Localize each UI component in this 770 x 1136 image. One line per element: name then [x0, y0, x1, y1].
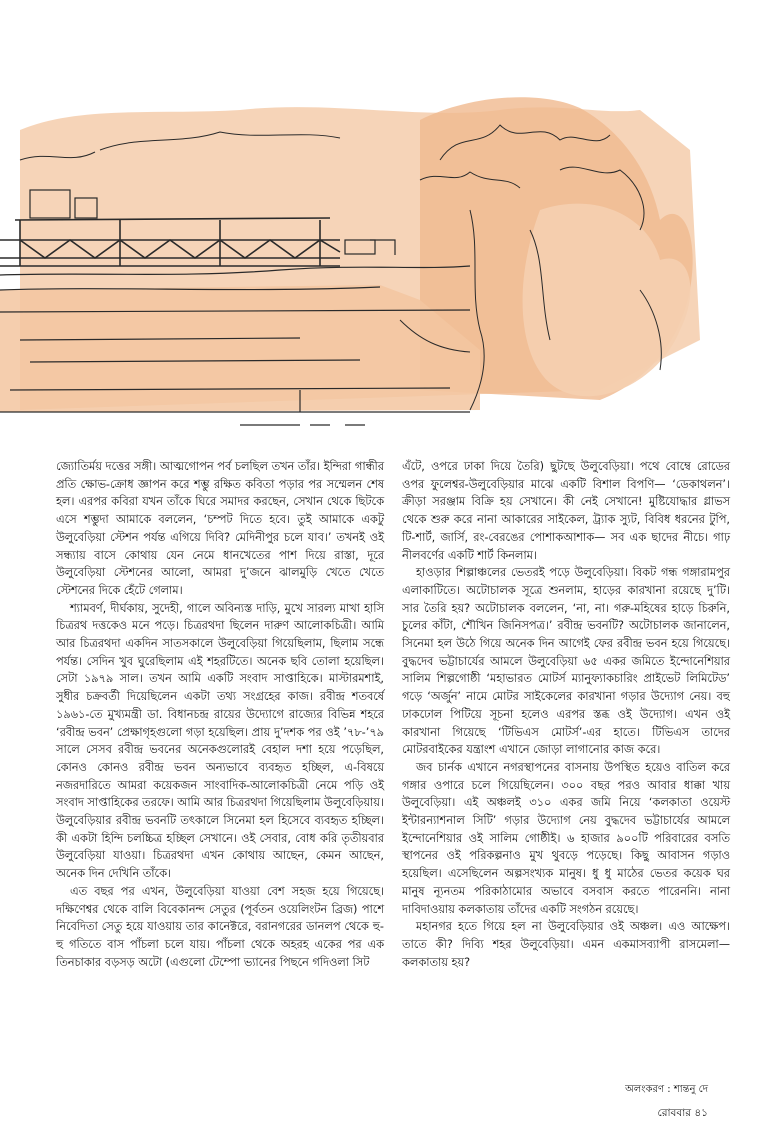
paragraph: হাওড়ার শিল্পাঞ্চলের ভেতরই পড়ে উলুবেড়িয়া। বিকট গন্ধ গঙ্গারামপুর এলাকাটিতে। অটোচালক সূত্রে শুনলাম, হাড়ের কারখানা রয়েছে দু’টি। সার তৈরি হয়? অটোচালক বললেন, ‘না, না। গরু-মহিষের হাড়ে চিরুনি, চুলের কাঁটা, শৌখিন জিনিসপত্র।’ রবীন্দ্র ভবনটি? অটোচালক জানালেন, সিনেমা হল উঠে গিয়ে অনেক দিন আগেই ফের রবীন্দ্র ভবন হয়ে গিয়েছে। বুদ্ধদেব ভট্টাচার্যের আমলে উলুবেড়িয়া ৬৫ একর জমিতে ইন্দোনেশিয়ার সালিম শিল্পগোষ্ঠী ‘মহাভারত মোটর্স ম্যানুফ্যাকচারিং প্রাইভেট লিমিটেড’ গড়ে ‘অর্জুন’ নামে মোটর সাইকেলের কারখানা গড়ার উদ্যোগ নেয়। বহু ঢাকঢোল পিটিয়ে সূচনা হলেও এরপর স্তব্ধ ওই উদ্যোগ। এখন ওই কারখানা গিয়েছে ‘টিভিএস মোটর্স’-এর হাতে। টিভিএস তাদের মোটরবাইকের যন্ত্রাংশ এখানে জোড়া লাগানোর কাজ করে।: [402, 566, 730, 757]
paragraph: জ্যোতির্ময় দত্তের সঙ্গী। আত্মগোপন পর্ব চলছিল তখন তাঁর। ইন্দিরা গান্ধীর প্রতি ক্ষোভ-ক্রোধ জ্ঞাপন করে শম্ভু রক্ষিত কবিতা পড়ার পর সম্মেলন শেষ হল। এরপর কবিরা যখন তাঁকে ঘিরে সমাদর করছেন, সেখান থেকে ছিটকে এসে শম্ভুদা আমাকে বললেন, ‘চম্পট দিতে হবে। তুই আমাকে একটু উলুবেড়িয়া স্টেশন পর্যন্ত এগিয়ে দিবি? মেদিনীপুর চলে যাব।’ তখনই ওই সন্ধ্যায় বাসে কোথায় যেন নেমে ধানখেতের পাশ দিয়ে রাস্তা, দূরে উলুবেড়িয়া স্টেশনের আলো, আমরা দু’জনে ঝালমুড়ি খেতে খেতে স্টেশনের দিকে হেঁটে গেলাম।: [56, 460, 384, 597]
page-folio: রোববার ৪১: [657, 1107, 708, 1119]
paragraph: শ্যামবর্ণ, দীর্ঘকায়, সুদেহী, গালে অবিন্যস্ত দাড়ি, মুখে সারল্য মাখা হাসি চিত্ররথ দত্তকেও মনে পড়ে। চিত্ররথদা ছিলেন দারুণ আলোকচিত্রী। আমি আর চিত্ররথদা একদিন সাতসকালে উলুবেড়িয়া গিয়েছিলাম, ছিলাম সন্ধে পর্যন্ত। সেদিন খুব ঘুরেছিলাম এই শহরটিতে। অনেক ছবি তোলা হয়েছিল। সেটা ১৯৭৯ সাল। তখন আমি একটি সংবাদ সাপ্তাহিকে। মাস্টারমশাই, সুধীর চক্রবর্তী দিয়েছিলেন একটা তথ্য সংগ্রহের কাজ। রবীন্দ্র শতবর্ষে ১৯৬১-তে মুখ্যমন্ত্রী ডা. বিধানচন্দ্র রায়ের উদ্যোগে রাজ্যের বিভিন্ন শহরে ‘রবীন্দ্র ভবন’ প্রেক্ষাগৃহগুলো গড়া হয়েছিল। প্রায় দু’দশক পর ওই ’৭৮-’৭৯ সালে সেসব রবীন্দ্র ভবনের অনেকগুলোরই বেহাল দশা হয়ে পড়েছিল, কোনও কোনও রবীন্দ্র ভবন অন্যভাবে ব্যবহৃত হচ্ছিল, এ-বিষয়ে নজরদারিতে আমরা কয়েকজন সাংবাদিক-আলোকচিত্রী নেমে পড়ি ওই সংবাদ সাপ্তাহিকের তরফে। আমি আর চিত্ররথদা গিয়েছিলাম উলুবেড়িয়ায়। উলুবেড়িয়ার রবীন্দ্র ভবনটি তৎকালে সিনেমা হল হিসেবে ব্যবহৃত হচ্ছিল। কী একটা হিন্দি চলচ্চিত্র হচ্ছিল সেখানে। ওই সেবার, বোধ করি তৃতীয়বার উলুবেড়িয়া যাওয়া। চিত্ররথদা এখন কোথায় আছেন, কেমন আছেন, অনেক দিন দেখিনি তাঁকে।: [56, 601, 384, 881]
paragraph: এঁটে, ওপরে ঢাকা দিয়ে তৈরি) ছুটছে উলুবেড়িয়া। পথে বোম্বে রোডের ওপর ফুলেশ্বর-উলুবেড়িয়ার মাঝে একটি বিশাল বিপণি— ‘ডেকাথলন’। ক্রীড়া সরঞ্জাম বিক্রি হয় সেখানে। কী নেই সেখানে! মুষ্টিযোদ্ধার গ্লাভস থেকে শুরু করে নানা আকারের সাইকেল, ট্র্যাক স্যুট, বিবিধ ধরনের টুপি, টি-শার্ট, জার্সি, রং-বেরঙের পোশাকআশাক— সব এক ছাদের নীচে। গাঢ় নীলবর্ণের একটি শার্ট কিনলাম।: [402, 460, 730, 562]
paragraph: জব চার্নক এখানে নগরস্থাপনের বাসনায় উপস্থিত হয়েও বাতিল করে গঙ্গার ওপারে চলে গিয়েছিলেন। ৩০০ বছর পরও আবার ধাক্কা খায় উলুবেড়িয়া। এই অঞ্চলই ৩১০ একর জমি নিয়ে ‘কলকাতা ওয়েস্ট ইন্টারন্যাশনাল সিটি’ গড়ার উদ্যোগ নেয় বুদ্ধদেব ভট্টাচার্যের আমলে ইন্দোনেশিয়ার ওই সালিম গোষ্ঠীই। ৬ হাজার ৯০০টি পরিবারের বসতি স্থাপনের ওই পরিকল্পনাও মুখ থুবড়ে পড়েছে। কিছু আবাসন গড়াও হয়েছিল। এসেছিলেন অল্পসংখ্যক মানুষ। ধু ধু মাঠের ভেতর কয়েক ঘর মানুষ ন্যূনতম পরিকাঠামোর অভাবে বসবাস করতে পারেননি। নানা দাবিদাওয়ায় কলকাতায় তাঁদের একটি সংগঠন রয়েছে।: [402, 760, 730, 916]
paragraph: এত বছর পর এখন, উলুবেড়িয়া যাওয়া বেশ সহজ হয়ে গিয়েছে। দক্ষিণেশ্বর থেকে বালি বিবেকানন্দ সেতুর (পূর্বতন ওয়েলিংটন ব্রিজ) পাশে নিবেদিতা সেতু হয়ে যাওয়ায় তার কানেক্টরে, বরানগরের ডানলপ থেকে হু-হু গতিতে বাস পাঁচলা চলে যায়। পাঁচলা থেকে অহরহ একের পর এক তিনচাকার বড়সড় অটো (এগুলো টেম্পো ভ্যানের পিছনে গদিওলা সিট: [56, 884, 384, 969]
paragraph: মহানগর হতে গিয়ে হল না উলুবেড়িয়ার ওই অঞ্চল। এও আক্ষেপ। তাতে কী? দিব্যি শহর উলুবেড়িয়া। এমন একমাসব্যাপী রাসমেলা— কলকাতায় হয়?: [402, 920, 730, 969]
bridge-sketch: [0, 90, 770, 440]
illustration-credit: অলংকরণ : শান্তনু দে: [625, 1084, 708, 1095]
article-column-right: [402, 458, 730, 971]
river-bridge-illustration: [0, 90, 770, 440]
article-column-left: [56, 458, 384, 971]
